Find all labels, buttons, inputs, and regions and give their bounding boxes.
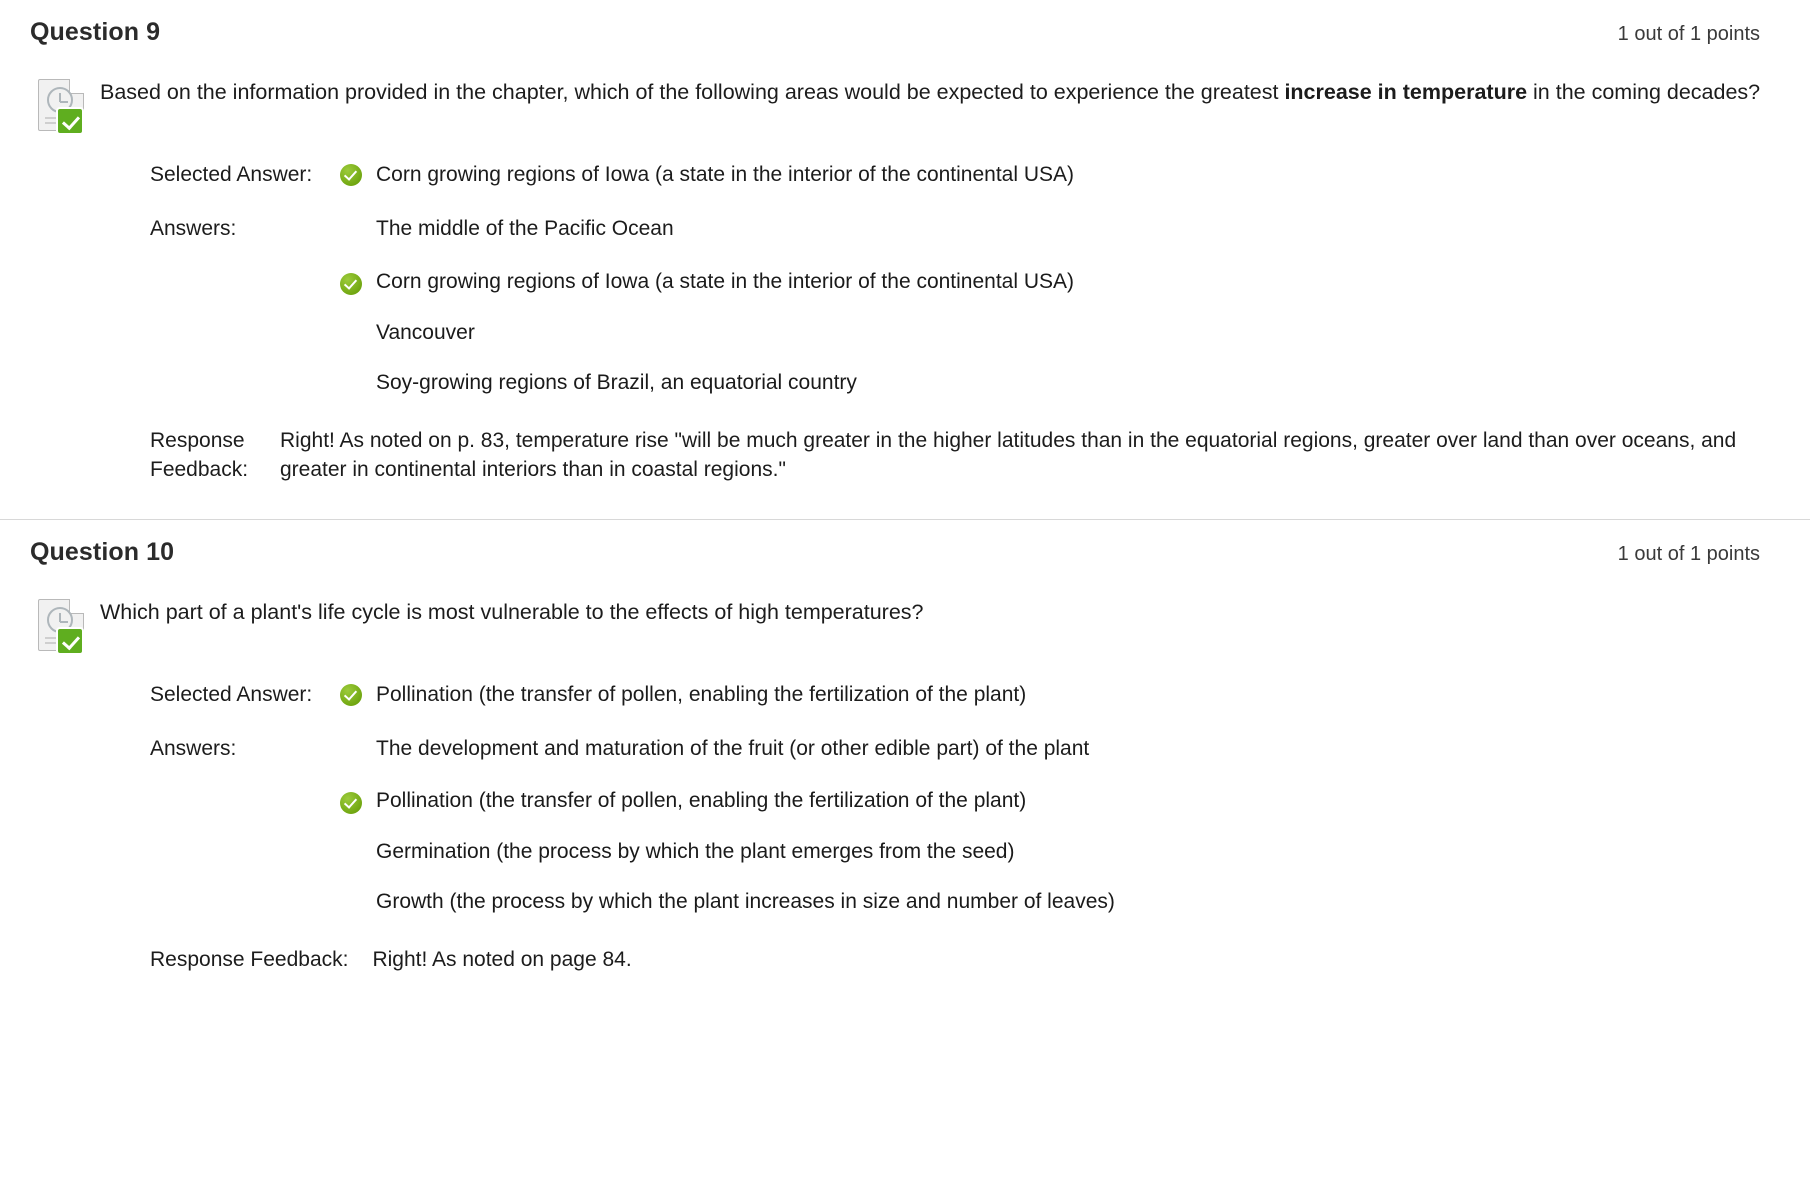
green-check-badge-icon [56,107,84,135]
response-feedback-text: Right! As noted on page 84. [372,948,632,972]
question-body [30,77,1770,135]
quiz-document-icon [30,79,92,135]
answers-row [150,215,1770,243]
answer-option-text: The development and maturation of the fruit (or other edible part) of the plant [376,736,1090,760]
answers-label: Answers: [150,736,237,760]
answers-section [150,161,1770,485]
answer-option-text: Pollination (the transfer of pollen, enabling the fertilization of the plant) [376,789,1027,813]
answer-option-text: Germination (the process by which the plant emerges from the seed) [376,840,1015,864]
answer-option-text: Soy-growing regions of Brazil, an equatorial country [376,370,857,394]
points-earned: 1 out of 1 points [1617,23,1760,45]
quiz-document-icon [30,599,92,655]
selected-answer-value [340,161,1074,189]
page-title: Question 10 [30,537,175,566]
question-prompt-pre: Based on the information provided in the chapter, which of the following areas would be expected to experience the greatest [100,80,1285,104]
response-feedback-label [150,427,280,485]
question-prompt [100,77,1760,108]
answer-option-text: Corn growing regions of Iowa (a state in the interior of the continental USA) [376,269,1075,293]
answer-option [340,371,1770,395]
answer-option [340,321,1770,345]
page-title: Question 9 [30,18,161,46]
answer-option [340,735,1089,763]
green-check-icon [340,684,362,706]
response-feedback-label-line2: Feedback: [150,457,249,481]
answer-option-text: Vancouver [376,320,475,344]
answer-option [340,789,1770,814]
response-feedback-label: Response Feedback: [150,948,349,972]
answer-option [340,215,674,243]
response-feedback-row [150,946,1770,975]
green-check-badge-icon [56,627,84,655]
selected-answer-text: Pollination (the transfer of pollen, enabling the fertilization of the plant) [376,682,1027,706]
question-prompt [100,597,924,628]
selected-answer-text: Corn growing regions of Iowa (a state in the interior of the continental USA) [376,163,1075,186]
answer-option [340,840,1770,864]
answers-section [150,681,1770,976]
response-feedback-text: Right! As noted on p. 83, temperature rise "will be much greater in the higher latitudes than in the equatorial regions, greater over land than over oceans, and greater in continental interiors than in coastal regions." [280,428,1737,481]
selected-answer-label: Selected Answer: [150,682,313,706]
response-feedback-label-line1: Response [150,428,245,452]
selected-answer-value [340,681,1026,709]
green-check-icon [340,273,362,295]
question-prompt-pre: Which part of a plant's life cycle is most vulnerable to the effects of high temperatures? [100,599,924,624]
question-prompt-emphasis: increase in temperature [1284,80,1528,104]
response-feedback-row [150,427,1770,485]
question-prompt-post: in the coming decades? [1527,80,1761,104]
answer-option [340,890,1770,914]
question-block [0,0,1810,519]
question-body [30,597,1770,655]
selected-answer-label: Selected Answer: [150,163,313,186]
green-check-icon [340,164,362,186]
selected-answer-row [150,161,1770,189]
answers-label: Answers: [150,217,237,241]
answer-option-text: The middle of the Pacific Ocean [376,217,674,241]
answers-row [150,735,1770,763]
answer-option-text: Growth (the process by which the plant increases in size and number of leaves) [376,890,1115,914]
green-check-icon [340,792,362,814]
question-header [30,18,1770,47]
question-block [0,519,1810,1010]
answer-option [340,270,1770,295]
question-header [30,538,1770,567]
selected-answer-row [150,681,1770,709]
points-earned: 1 out of 1 points [1617,542,1760,565]
